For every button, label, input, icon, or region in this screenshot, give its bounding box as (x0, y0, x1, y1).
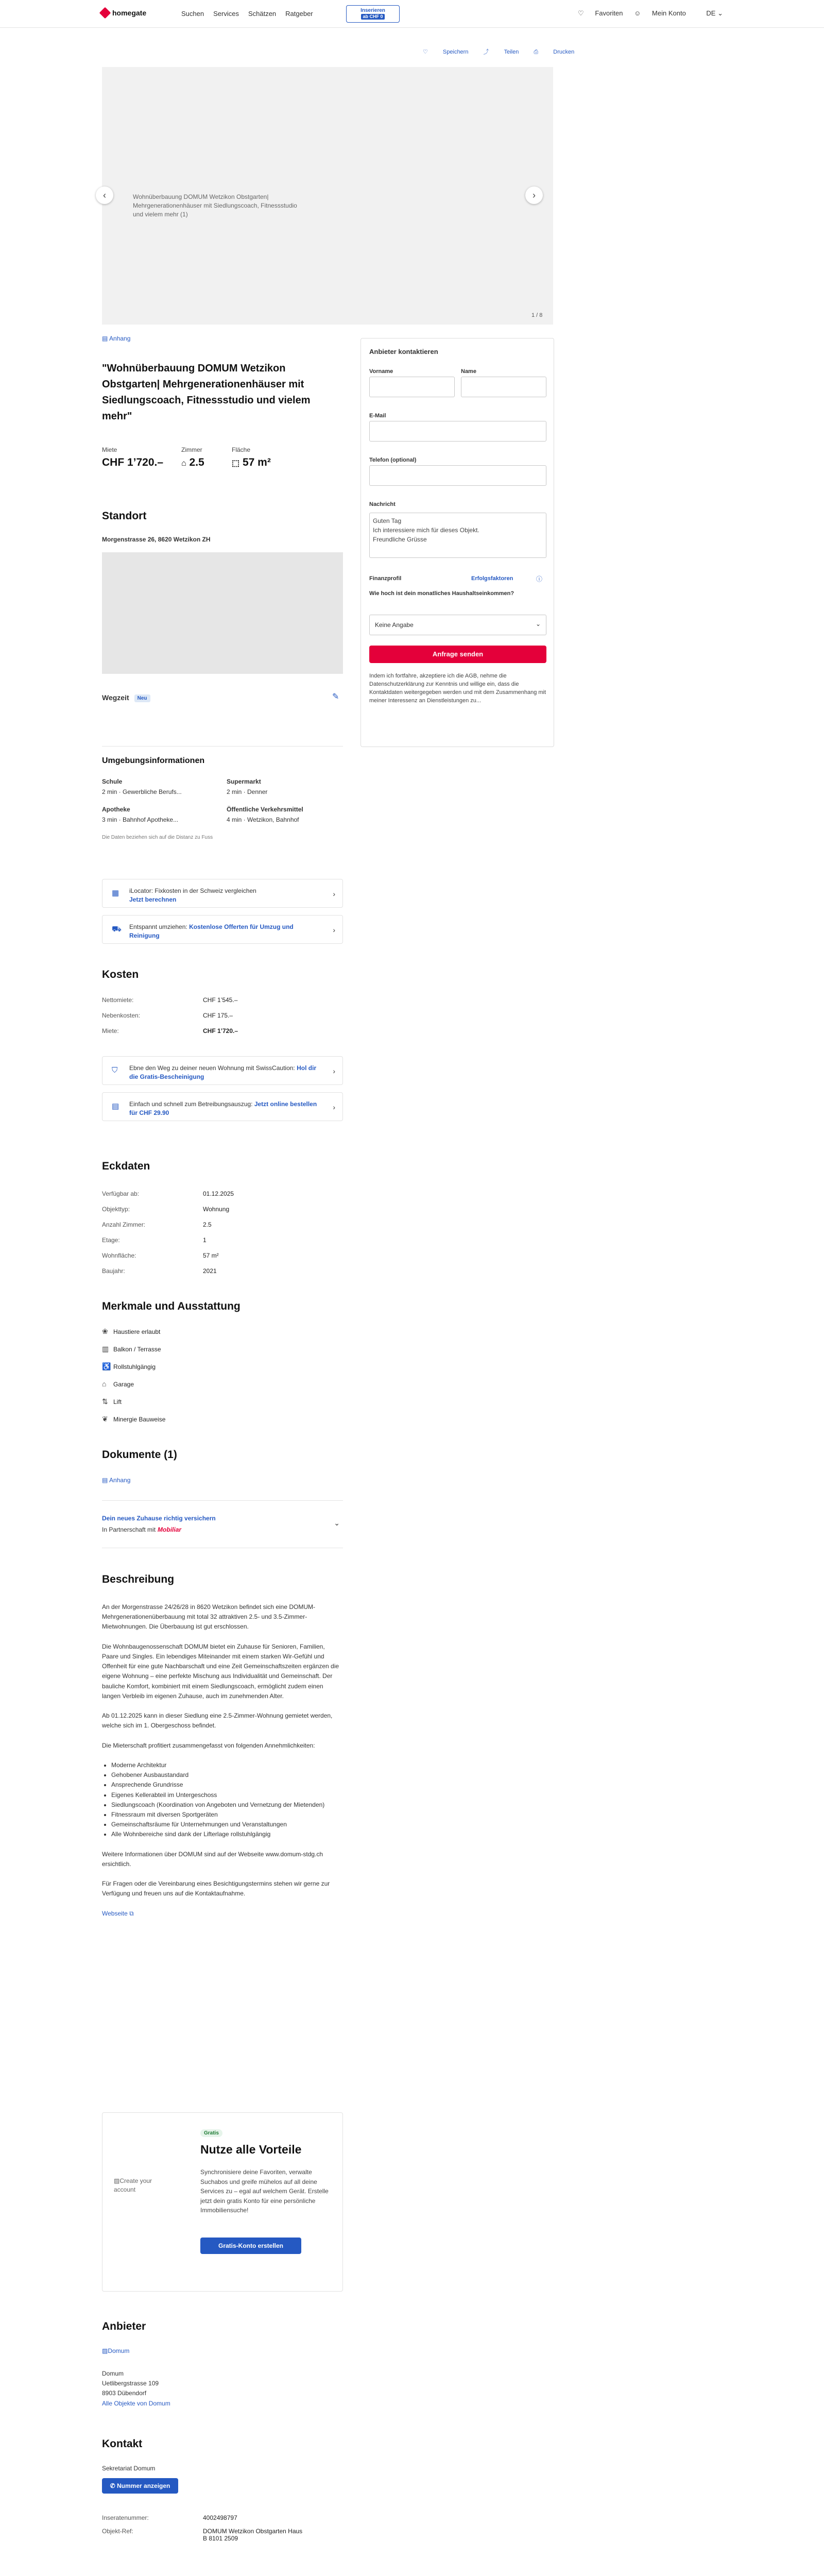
eckdaten-row: Verfügbar ab: 01.12.2025 (102, 1190, 234, 1197)
main-nav (181, 10, 322, 18)
listing-actions (409, 47, 574, 56)
umzug-link[interactable]: Kostenlose Offerten für Umzug und Reinigung (129, 923, 294, 940)
eckdaten-row: Baujahr: 2021 (102, 1267, 217, 1275)
create-account-button[interactable]: Gratis-Konto erstellen (200, 2238, 301, 2254)
chevron-down-icon[interactable]: ⌄ (334, 1519, 340, 1527)
kosten-row: Nettomiete: CHF 1’545.– (102, 996, 238, 1004)
listing-title: "Wohnüberbauung DOMUM Wetzikon Obstgarten| Mehrgenerationenhäuser mit Siedlungscoach, Fitnessstudio und vielem mehr" (102, 363, 311, 422)
finanzprofil-label: Finanzprofil (369, 575, 402, 582)
kontakt-heading: Kontakt (102, 2438, 143, 2450)
anbieter-heading: Anbieter (102, 2320, 146, 2332)
account-illustration: ▨Create your account (114, 2177, 152, 2193)
supermarkt-value: 2 min · Denner (227, 788, 268, 795)
image-icon: ▨ (102, 2347, 108, 2354)
kontakt-row: Inseratenummer: 4002498797 (102, 2514, 237, 2521)
amenities-list: • Moderne Architektur • Gehobener Ausbaustandard • Ansprechende Grundrisse • Eigenes Kellerabteil im Untergeschoss • Siedlungscoach (Koordination von Angeboten und Vernetzung der Mietenden) • Fitnessraum mit diversen Sportgeräten • Gemeinschaftsräume für Unternehmungen und Veranstaltungen • Alle Wohnbereiche sind dank der Lifterlage rollstuhlgängig (102, 1760, 343, 1840)
paw-icon: ❀ (102, 1327, 108, 1335)
zimmer-fact: Zimmer ⌂ 2.5 (181, 446, 204, 468)
chevron-right-icon: › (333, 1067, 335, 1075)
pencil-icon[interactable]: ✎ (332, 692, 339, 701)
standort-heading: Standort (102, 510, 147, 522)
feature-item: ⇅ Lift (102, 1397, 122, 1405)
mobiliar-logo: Mobiliar (158, 1526, 182, 1533)
new-badge: Neu (134, 694, 150, 702)
konto-link[interactable]: ☺ Mein Konto (634, 9, 686, 17)
gratis-badge: Gratis (200, 2129, 222, 2137)
schule-label: Schule (102, 778, 123, 785)
info-icon[interactable]: ⓘ (536, 575, 543, 583)
contact-form: Anbieter kontaktieren Vorname Name E-Mail Telefon (optional) Nachricht Guten Tag Ich interessiere mich für dieses Objekt. Freundliche Grüsse Finanzprofil Erfolgsfaktoren ⓘ Wie hoch ist dein monatliches Haushaltseinkommen? Keine Angabe ⌄ Anfrage senden Indem ich fortfahre, akzeptiere ich die AGB, nehme die Datenschutzerklärung zur Kenntnis und willige ein, dass die Kontaktdaten weitergegeben werden und mit dem Zusammenhang mit meiner Interessenz an Dienstleistungen zu... (360, 338, 554, 747)
miete-fact: Miete CHF 1’720.– (102, 446, 164, 468)
contact-person: Sekretariat Domum (102, 2465, 156, 2472)
supermarkt-label: Supermarkt (227, 778, 261, 785)
nav-suchen[interactable]: Suchen (181, 10, 204, 18)
shield-icon: ⛉ (112, 1066, 118, 1075)
eckdaten-row: Objekttyp: Wohnung (102, 1206, 230, 1213)
apotheke-value: 3 min · Bahnhof Apotheke... (102, 816, 179, 823)
schule-value: 2 min · Gewerbliche Berufs... (102, 788, 182, 795)
garage-icon: ⌂ (102, 1380, 107, 1388)
wegzeit-label: Wegzeit Neu (102, 693, 150, 702)
name-field[interactable] (461, 377, 546, 397)
location-map[interactable] (102, 552, 343, 674)
map-icon: ▦ (112, 889, 119, 897)
eckdaten-heading: Eckdaten (102, 1160, 150, 1172)
save-button[interactable]: ♡ Speichern (423, 49, 469, 55)
homegate-logo[interactable]: homegate (101, 9, 146, 17)
beschreibung-heading: Beschreibung (102, 1573, 175, 1585)
account-promo-card (102, 2112, 343, 2292)
nav-schaetzen[interactable]: Schätzen (248, 10, 277, 18)
chevron-right-icon: › (333, 890, 335, 898)
mobiliar-insurance-box[interactable]: Dein neues Zuhause richtig versichern In Partnerschaft mit Mobiliar ⌄ (102, 1515, 340, 1533)
chevron-right-icon: › (333, 926, 335, 934)
email-field[interactable] (369, 421, 546, 442)
wheelchair-icon: ♿ (102, 1362, 111, 1370)
promo-text: Synchronisiere deine Favoriten, verwalte Suchabos und greife mühelos auf all deine Services zu – egal auf welchem Gerät. Erstelle jetzt dein gratis Konto für eine persönliche Immobiliensuche! (200, 2168, 329, 2214)
oev-value: 4 min · Wetzikon, Bahnhof (227, 816, 299, 823)
provider-logo[interactable]: ▨Domum (102, 2347, 130, 2354)
umgebung-heading: Umgebungsinformationen (102, 756, 205, 765)
feature-item: ♿ Rollstuhlgängig (102, 1362, 156, 1370)
apotheke-label: Apotheke (102, 806, 130, 813)
feature-item: ▥ Balkon / Terrasse (102, 1345, 161, 1353)
contact-form-title: Anbieter kontaktieren (369, 348, 438, 355)
top-bar (0, 0, 824, 28)
document-link[interactable]: ▤ Anhang (102, 1477, 131, 1484)
eckdaten-row: Etage: 1 (102, 1236, 207, 1244)
dokumente-heading: Dokumente (1) (102, 1449, 177, 1461)
nav-ratgeber[interactable]: Ratgeber (285, 10, 313, 18)
umzug-box[interactable]: ⛟ Entspannt umziehen: Kostenlose Offerten für Umzug und Reinigung › (102, 915, 343, 944)
account-nav (569, 9, 723, 18)
provider-address: Domum Uetlibergstrasse 109 8903 Dübendorf Alle Objekte von Domum (102, 2370, 170, 2407)
truck-icon: ⛟ (112, 925, 122, 934)
gallery-counter: 1 / 8 (531, 312, 543, 318)
inserieren-button[interactable]: Inserieren ab CHF 0 (346, 5, 400, 23)
kosten-heading: Kosten (102, 969, 139, 980)
ilocator-box[interactable]: ▦ iLocator: Fixkosten in der Schweiz vergleichen Jetzt berechnen › (102, 879, 343, 908)
telefon-field[interactable] (369, 465, 546, 486)
gallery-prev-icon[interactable]: ‹ (96, 187, 113, 204)
swisscaution-link[interactable]: Hol dir die Gratis-Bescheinigung (129, 1064, 317, 1081)
send-request-button[interactable]: Anfrage senden (369, 646, 546, 663)
flaeche-fact: Fläche ⬚ 57 m² (232, 446, 271, 468)
leaf-icon: ❦ (102, 1415, 108, 1423)
phone-icon: ✆ (110, 2482, 115, 2489)
language-select[interactable]: DE ⌄ (706, 9, 723, 17)
feature-item: ⌂ Garage (102, 1380, 134, 1388)
merkmale-heading: Merkmale und Ausstattung (102, 1300, 241, 1312)
eckdaten-row: Anzahl Zimmer: 2.5 (102, 1221, 212, 1228)
finanzprofil-link[interactable]: Erfolgsfaktoren (471, 575, 513, 582)
all-objects-link[interactable]: Alle Objekte von Domum (102, 2399, 170, 2407)
chevron-down-icon: ⌄ (535, 620, 541, 628)
kosten-row: Miete: CHF 1’720.– (102, 1027, 238, 1035)
attachment-link[interactable]: ▤ Anhang (102, 335, 131, 342)
promo-title: Nutze alle Vorteile (200, 2143, 302, 2156)
kosten-row: Nebenkosten: CHF 175.– (102, 1012, 233, 1019)
chevron-right-icon: › (333, 1103, 335, 1111)
print-button[interactable]: ⎙ Drucken (534, 49, 575, 55)
betreibung-link[interactable]: Jetzt online bestellen für CHF 29.90 (129, 1100, 317, 1117)
share-button[interactable]: ⤴ Teilen (483, 49, 519, 55)
feature-item: ❦ Minergie Bauweise (102, 1415, 166, 1423)
image-gallery[interactable] (102, 67, 553, 325)
area-icon: ⬚ (232, 459, 240, 468)
vorname-field[interactable] (369, 377, 455, 397)
favoriten-link[interactable]: ♡ Favoriten (578, 9, 623, 17)
address: Morgenstrasse 26, 8620 Wetzikon ZH (102, 536, 211, 543)
kontakt-row: Objekt-Ref: DOMUM Wetzikon Obstgarten Haus B 8101 2509 (102, 2528, 303, 2542)
consent-note: Indem ich fortfahre, akzeptiere ich die AGB, nehme die Datenschutzerklärung zur Kenntnis und willige ein, dass die Kontaktdaten weitergegeben werden und mit dem Zusammenhang mit meiner Interessenz an Dienstleistungen zu... (369, 673, 546, 704)
income-select[interactable]: Keine Angabe ⌄ (369, 615, 546, 635)
logo-icon (99, 7, 111, 19)
ilocator-link[interactable]: Jetzt berechnen (129, 896, 177, 904)
rooms-icon: ⌂ (181, 459, 186, 468)
gallery-next-icon[interactable]: › (525, 187, 543, 204)
divider (102, 746, 343, 747)
document-icon: ▤ (112, 1102, 119, 1111)
betreibung-box[interactable]: ▤ Einfach und schnell zum Betreibungsauszug: Jetzt online bestellen für CHF 29.90 › (102, 1092, 343, 1121)
image-icon: ▨ (114, 2177, 120, 2184)
distance-note: Die Daten beziehen sich auf die Distanz zu Fuss (102, 835, 213, 840)
gallery-image-alt: Wohnüberbauung DOMUM Wetzikon Obstgarten| Mehrgenerationenhäuser mit Siedlungscoach, Fitnessstudio und vielem mehr (1) (133, 193, 297, 218)
divider (102, 1500, 343, 1501)
balcony-icon: ▥ (102, 1345, 109, 1353)
oev-label: Öffentliche Verkehrsmittel (227, 806, 303, 813)
feature-item: ❀ Haustiere erlaubt (102, 1327, 161, 1335)
message-field[interactable] (369, 513, 546, 558)
description-text: An der Morgenstrasse 24/26/28 in 8620 Wetzikon befindet sich eine DOMUM-Mehrgenerationenüberbauung mit total 32 attraktiven 2.5- und 3.5-Zimmer-Mietwohnungen. Die Überbauung ist gut erschlossen. Die Wohnbaugenossenschaft DOMUM bietet ein Zuhause für Senioren, Familien, Paare und Singles. Ein lebendiges Miteinander mit einem starken Wir-Gefühl und Offenheit für eine gute Nachbarschaft und eine Zeit Gemeinschaftszeiten ergänzen die eigene Wohnung – eine perfekte Mischung aus Individualität und Gemeinschaft. Der bauliche Komfort, kombiniert mit einem Siedlungscoach, ermöglicht zudem einen langen Verbleib im eigenen Zuhause, auch im zunehmenden Alter. Ab 01.12.2025 kann in dieser Siedlung eine 2.5-Zimmer-Wohnung gemietet werden, welche sich im 1. Obergeschoss befindet. Die Mieterschaft profitiert zusammengefasst von folgenden Annehmlichkeiten: • Moderne Architektur • Gehobener Ausbaustandard • Ansprechende Grundrisse • Eigenes Kellerabteil im Untergeschoss • Siedlungscoach (Koordination von Angeboten und Vernetzung der Mietenden) • Fitnessraum mit diversen Sportgeräten • Gemeinschaftsräume für Unternehmungen und Veranstaltungen • Alle Wohnbereiche sind dank der Lifterlage rollstuhlgängig Weitere Informationen über DOMUM sind auf der Webseite www.domum-stdg.ch ersichtlich. Für Fragen oder die Vereinbarung eines Besichtigungstermins stehen wir gerne zur Verfügung und freuen uns auf die Kontaktaufnahme. Webseite ⧉ (102, 1602, 343, 1919)
eckdaten-row: Wohnfläche: 57 m² (102, 1252, 219, 1259)
lift-icon: ⇅ (102, 1397, 108, 1405)
nav-services[interactable]: Services (213, 10, 239, 18)
swisscaution-box[interactable]: ⛉ Ebne den Weg zu deiner neuen Wohnung mit SwissCaution: Hol dir die Gratis-Bescheinigung › (102, 1056, 343, 1085)
webseite-link[interactable]: Webseite ⧉ (102, 1909, 134, 1917)
show-number-button[interactable]: ✆ Nummer anzeigen (102, 2478, 178, 2494)
external-link-icon: ⧉ (129, 1909, 134, 1917)
